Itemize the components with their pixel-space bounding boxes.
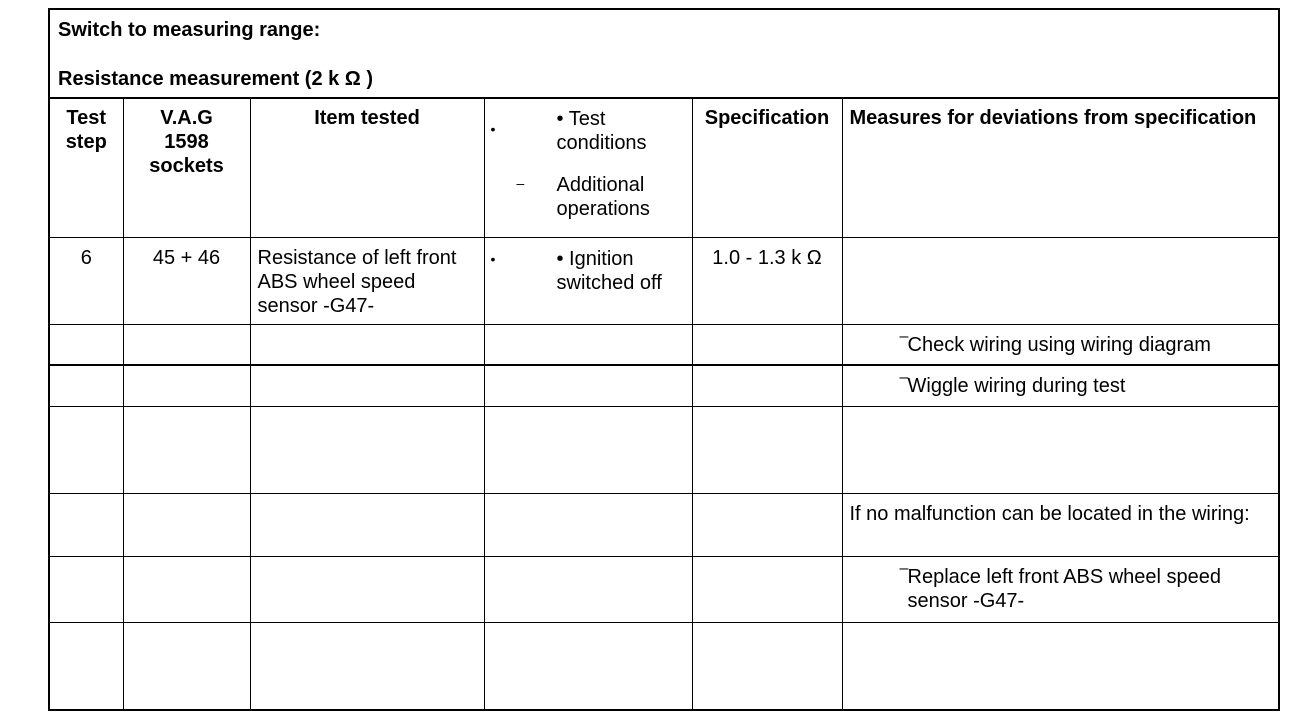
empty-cell: [250, 406, 484, 493]
resistance-measurement-label: Resistance measurement (2 k Ω ): [58, 68, 374, 90]
empty-cell: [692, 493, 842, 556]
test-table: [50, 98, 1280, 710]
empty-cell: [123, 406, 250, 493]
check-wiring-text: Check wiring using wiring diagram: [907, 333, 1211, 356]
empty-cell: [250, 556, 484, 622]
measuring-range-header: [50, 10, 1278, 99]
col-item-tested: Item tested: [250, 98, 484, 237]
empty-cell: [123, 324, 250, 365]
table-row: [50, 493, 1280, 556]
measure-wiggle-wiring: [842, 365, 1280, 406]
empty-cell: [50, 406, 123, 493]
dash-icon: –: [899, 369, 909, 386]
empty-cell: [123, 493, 250, 556]
empty-cell: [842, 622, 1280, 709]
empty-cell: [50, 493, 123, 556]
dash-icon: –: [899, 559, 909, 577]
table-row: [50, 237, 1280, 324]
empty-cell: [123, 622, 250, 709]
empty-cell: [50, 622, 123, 709]
measures-empty: [842, 237, 1280, 324]
empty-cell: [484, 556, 692, 622]
empty-cell: [123, 365, 250, 406]
empty-cell: [484, 406, 692, 493]
table-row: [50, 324, 1280, 365]
empty-cell: [692, 406, 842, 493]
empty-cell: [250, 365, 484, 406]
bullet-icon: •: [490, 121, 496, 137]
sockets-value: 45 + 46: [123, 237, 250, 324]
replace-sensor-text: Replace left front ABS wheel speed sensor -G47-: [907, 565, 1222, 612]
col-test-step-line2: step: [65, 131, 107, 153]
measure-replace-sensor: [842, 556, 1280, 622]
empty-cell: [484, 493, 692, 556]
dash-icon: –: [899, 327, 909, 345]
additional-operations-label: Additional operations: [556, 174, 650, 220]
item-tested-value: Resistance of left front ABS wheel speed sensor -G47-: [250, 237, 484, 324]
empty-cell: [250, 622, 484, 709]
table-row: [50, 406, 1280, 493]
col-test-step-line1: Test: [66, 107, 107, 129]
measure-if-no-malfunction: If no malfunction can be located in the wiring:: [842, 493, 1280, 556]
col-test-step: [50, 98, 123, 237]
test-conditions-label: • Test conditions: [556, 108, 647, 154]
empty-cell: [50, 324, 123, 365]
col-vag-line2: 1598: [164, 131, 209, 153]
specification-value: 1.0 - 1.3 k Ω: [692, 237, 842, 324]
empty-cell: [692, 365, 842, 406]
col-specification: Specification: [692, 98, 842, 237]
condition-value: [484, 237, 692, 324]
empty-cell: [692, 556, 842, 622]
table-row: [50, 556, 1280, 622]
empty-cell: [484, 324, 692, 365]
dash-icon: –: [516, 175, 525, 191]
col-measures: Measures for deviations from specification: [842, 98, 1280, 237]
empty-cell: [250, 324, 484, 365]
empty-cell: [484, 365, 692, 406]
empty-cell: [50, 556, 123, 622]
table-row: [50, 365, 1280, 406]
measure-check-wiring: [842, 324, 1280, 365]
col-vag-sockets: [123, 98, 250, 237]
document-page: [48, 8, 1280, 711]
empty-cell: [250, 493, 484, 556]
empty-cell: [50, 365, 123, 406]
bullet-icon: •: [490, 250, 496, 267]
test-step-value: 6: [50, 237, 123, 324]
col-vag-line3: sockets: [149, 155, 224, 177]
empty-cell: [484, 622, 692, 709]
empty-cell: [692, 622, 842, 709]
empty-cell: [692, 324, 842, 365]
table-header-row: [50, 98, 1280, 237]
empty-cell: [123, 556, 250, 622]
table-row: [50, 622, 1280, 709]
col-test-conditions: [484, 98, 692, 237]
col-vag-line1: V.A.G: [160, 107, 213, 129]
ignition-condition: • Ignition switched off: [556, 247, 662, 294]
wiggle-wiring-text: Wiggle wiring during test: [907, 375, 1126, 397]
additional-ops-block: [516, 173, 685, 221]
empty-cell: [842, 406, 1280, 493]
switch-range-label: Switch to measuring range:: [58, 19, 321, 41]
